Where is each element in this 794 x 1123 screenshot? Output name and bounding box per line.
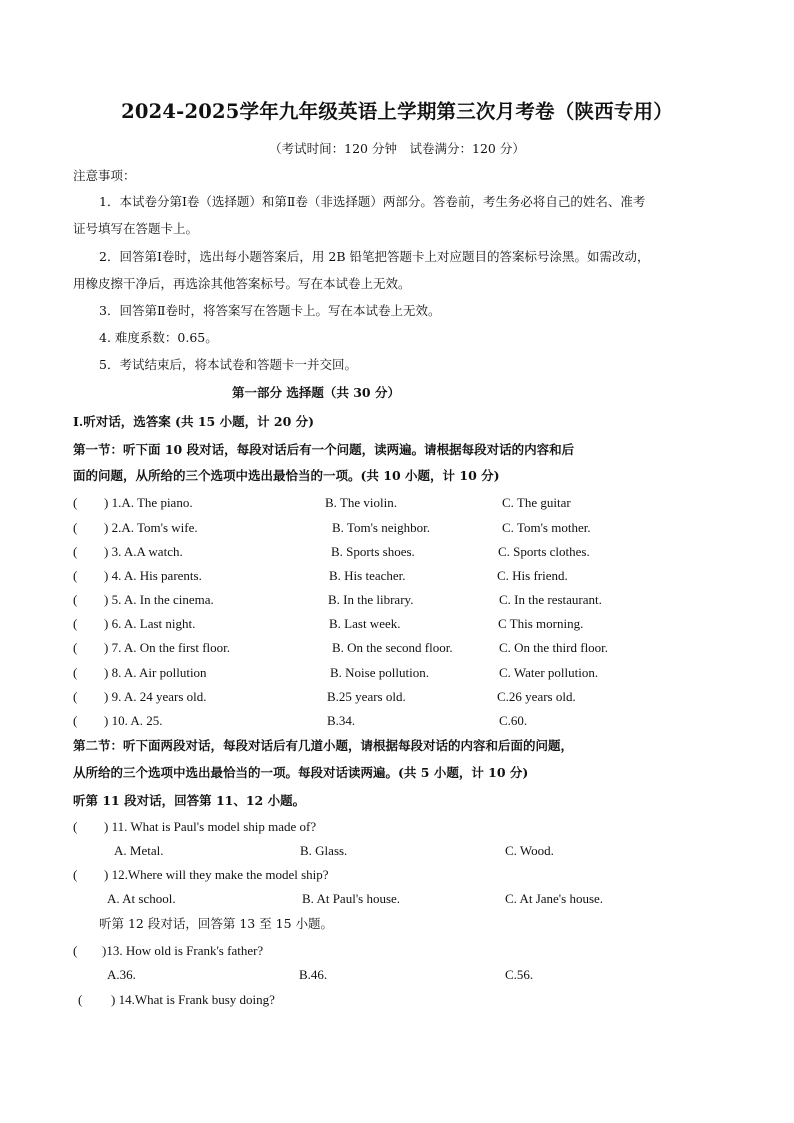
question-11-option-a: A. Metal. — [114, 843, 164, 858]
question-7-option-b: B. On the second floor. — [332, 640, 453, 655]
question-5-option-c: C. In the restaurant. — [499, 592, 602, 607]
question-1-option-b: B. The violin. — [325, 495, 397, 510]
section-one-heading: Ⅰ.听对话，选答案 (共 15 小题，计 20 分) — [73, 414, 315, 429]
question-1-stem: ) 1.A. The piano. — [104, 495, 193, 510]
question-13-option-b: B.46. — [299, 967, 328, 982]
question-9-option-c: C.26 years old. — [497, 689, 576, 704]
answer-blank: ( — [73, 713, 78, 728]
question-2-stem: ) 2.A. Tom's wife. — [104, 520, 198, 535]
answer-blank: ( — [78, 992, 83, 1007]
note-5: 5．考试结束后，将本试卷和答题卡一并交回。 — [99, 357, 357, 372]
question-5-option-b: B. In the library. — [328, 592, 414, 607]
question-2-option-c: C. Tom's mother. — [502, 520, 591, 535]
part-one-heading: 第一部分 选择题（共 30 分） — [232, 385, 400, 400]
note-1-line-1: 1．本试卷分第Ⅰ卷（选择题）和第Ⅱ卷（非选择题）两部分。答卷前，考生务必将自己的姓名、准考 — [99, 194, 646, 209]
answer-blank: ( — [73, 544, 78, 559]
answer-blank: ( — [73, 819, 78, 834]
question-4-stem: ) 4. A. His parents. — [104, 568, 202, 583]
notes-heading: 注意事项： — [73, 168, 136, 183]
question-6-option-c: C This morning. — [498, 616, 584, 631]
note-3: 3．回答第Ⅱ卷时，将答案写在答题卡上。写在本试卷上无效。 — [99, 303, 441, 318]
question-12-option-b: B. At Paul's house. — [302, 891, 401, 906]
note-2-line-1: 2．回答第Ⅰ卷时，选出每小题答案后，用 2B 铅笔把答题卡上对应题目的答案标号涂黑。如需改动， — [99, 249, 650, 264]
answer-blank: ( — [73, 592, 78, 607]
exam-title: 2024-2025学年九年级英语上学期第三次月考卷（陕西专用） — [121, 100, 673, 123]
question-4-option-b: B. His teacher. — [329, 568, 406, 583]
subsection-one-line-1: 第一节：听下面 10 段对话，每段对话后有一个问题，读两遍。请根据每段对话的内容和后 — [73, 442, 575, 457]
answer-blank: ( — [73, 867, 78, 882]
question-10-option-b: B.34. — [327, 713, 356, 728]
answer-blank: ( — [73, 616, 78, 631]
question-9-stem: ) 9. A. 24 years old. — [104, 689, 207, 704]
subsection-two-line-2: 从所给的三个选项中选出最恰当的一项。每段对话读两遍。(共 5 小题，计 10 分) — [73, 765, 529, 780]
question-7-stem: ) 7. A. On the first floor. — [104, 640, 231, 655]
note-1-line-2: 证号填写在答题卡上。 — [73, 221, 199, 236]
question-3-option-c: C. Sports clothes. — [498, 544, 590, 559]
question-5-stem: ) 5. A. In the cinema. — [104, 592, 214, 607]
question-8-stem: ) 8. A. Air pollution — [104, 665, 207, 680]
answer-blank: ( — [73, 665, 78, 680]
question-4-option-c: C. His friend. — [497, 568, 568, 583]
question-7-option-c: C. On the third floor. — [499, 640, 609, 655]
answer-blank: ( — [73, 689, 78, 704]
question-13-option-a: A.36. — [107, 967, 136, 982]
question-8-option-b: B. Noise pollution. — [330, 665, 429, 680]
question-13-stem: )13. How old is Frank's father? — [102, 943, 264, 958]
question-12-option-c: C. At Jane's house. — [505, 891, 604, 906]
exam-subtitle: （考试时间：120 分钟 试卷满分：120 分） — [269, 141, 525, 156]
question-12-stem: ) 12.Where will they make the model ship? — [104, 867, 329, 882]
answer-blank: ( — [73, 943, 78, 958]
question-6-option-b: B. Last week. — [329, 616, 401, 631]
answer-blank: ( — [73, 568, 78, 583]
question-6-stem: ) 6. A. Last night. — [104, 616, 196, 631]
question-13-option-c: C.56. — [505, 967, 534, 982]
question-11-option-c: C. Wood. — [505, 843, 554, 858]
subsection-two-line-1: 第二节：听下面两段对话，每段对话后有几道小题，请根据每段对话的内容和后面的问题， — [73, 738, 574, 753]
dialog-12-instruction: 听第 12 段对话，回答第 13 至 15 小题。 — [99, 916, 334, 931]
note-2-line-2: 用橡皮擦干净后，再选涂其他答案标号。写在本试卷上无效。 — [73, 276, 411, 291]
answer-blank: ( — [73, 520, 78, 535]
question-14-stem: ) 14.What is Frank busy doing? — [111, 992, 275, 1007]
question-11-option-b: B. Glass. — [300, 843, 348, 858]
question-12-option-a: A. At school. — [107, 891, 176, 906]
question-10-stem: ) 10. A. 25. — [104, 713, 163, 728]
subsection-one-line-2: 面的问题，从所给的三个选项中选出最恰当的一项。(共 10 小题，计 10 分) — [73, 468, 500, 483]
note-4: 4. 难度系数：0.65。 — [99, 330, 218, 345]
answer-blank: ( — [73, 495, 78, 510]
question-2-option-b: B. Tom's neighbor. — [332, 520, 430, 535]
question-3-option-b: B. Sports shoes. — [331, 544, 415, 559]
question-8-option-c: C. Water pollution. — [499, 665, 599, 680]
question-10-option-c: C.60. — [499, 713, 528, 728]
question-11-stem: ) 11. What is Paul's model ship made of? — [104, 819, 317, 834]
question-3-stem: ) 3. A.A watch. — [104, 544, 183, 559]
answer-blank: ( — [73, 640, 78, 655]
question-1-option-c: C. The guitar — [502, 495, 571, 510]
dialog-11-instruction: 听第 11 段对话，回答第 11、12 小题。 — [73, 793, 306, 808]
question-9-option-b: B.25 years old. — [327, 689, 406, 704]
